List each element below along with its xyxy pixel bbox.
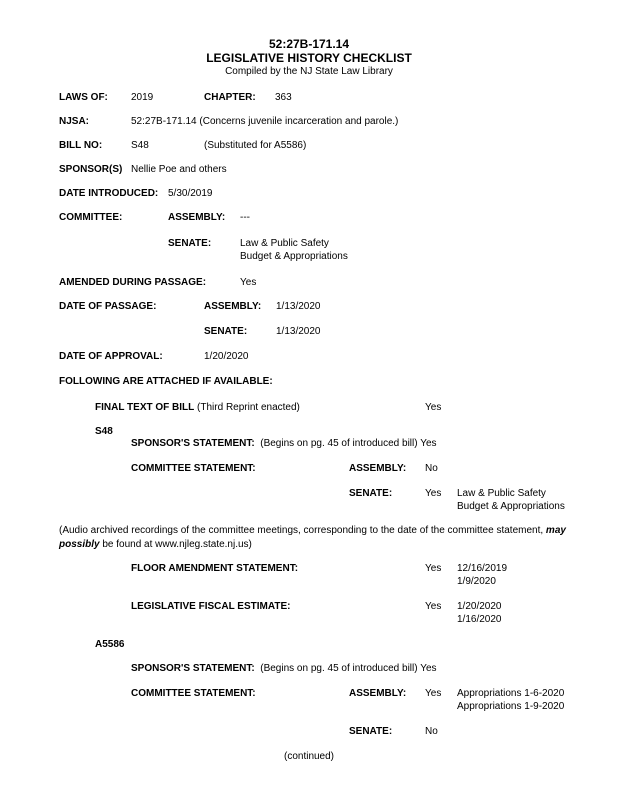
s48-senate-committee-2: Budget & Appropriations (457, 501, 565, 512)
audio-archive-note (59, 524, 579, 552)
final-text-note: (Third Reprint enacted) (197, 402, 300, 413)
s48-heading: S48 (95, 426, 113, 437)
committee-assembly-label: ASSEMBLY: (168, 212, 226, 223)
floor-amendment-date-2: 1/9/2020 (457, 576, 496, 587)
date-of-approval-label: DATE OF APPROVAL: (59, 351, 163, 362)
s48-senate-label: SENATE: (349, 488, 393, 499)
s48-sponsor-statement-value: Yes (420, 438, 437, 449)
audio-note-part2: be found at www.njleg.state.nj.us) (99, 539, 252, 550)
date-introduced-value: 5/30/2019 (168, 188, 213, 199)
fiscal-estimate-date-1: 1/20/2020 (457, 601, 502, 612)
passage-assembly-value: 1/13/2020 (276, 301, 321, 312)
committee-senate-label: SENATE: (168, 238, 212, 249)
a5586-sponsor-statement-value: Yes (420, 663, 437, 674)
a5586-assembly-committee-1: Appropriations 1-6-2020 (457, 688, 565, 699)
a5586-senate-value: No (425, 726, 438, 737)
floor-amendment-label: FLOOR AMENDMENT STATEMENT: (131, 563, 299, 574)
passage-senate-value: 1/13/2020 (276, 326, 321, 337)
committee-assembly-value: --- (240, 212, 250, 223)
sponsor-value: Nellie Poe and others (131, 164, 227, 175)
s48-senate-value: Yes (425, 488, 442, 499)
final-text-label: FINAL TEXT OF BILL (95, 402, 195, 413)
fiscal-estimate-value: Yes (425, 601, 442, 612)
attachments-heading: FOLLOWING ARE ATTACHED IF AVAILABLE: (59, 376, 273, 387)
audio-note-part1: (Audio archived recordings of the committee meetings, corresponding to the date of the committee statement, (59, 525, 546, 536)
bill-no-value: S48 (131, 140, 149, 151)
s48-assembly-value: No (425, 463, 438, 474)
a5586-senate-label: SENATE: (349, 726, 393, 737)
s48-committee-statement-label: COMMITTEE STATEMENT: (131, 463, 256, 474)
a5586-sponsor-statement-row (131, 663, 437, 675)
a5586-sponsor-statement-label: SPONSOR'S STATEMENT: (131, 663, 255, 674)
page-title: LEGISLATIVE HISTORY CHECKLIST (206, 51, 412, 65)
bill-no-label: BILL NO: (59, 140, 103, 151)
chapter-label: CHAPTER: (204, 92, 256, 103)
floor-amendment-date-1: 12/16/2019 (457, 563, 508, 574)
date-of-approval-value: 1/20/2020 (204, 351, 249, 362)
statute-number: 52:27B-171.14 (268, 37, 350, 51)
s48-sponsor-statement-note: (Begins on pg. 45 of introduced bill) (260, 438, 418, 449)
committee-senate-value-2: Budget & Appropriations (240, 251, 348, 262)
a5586-assembly-committee-2: Appropriations 1-9-2020 (457, 701, 565, 712)
date-of-passage-label: DATE OF PASSAGE: (59, 301, 157, 312)
a5586-committee-statement-label: COMMITTEE STATEMENT: (131, 688, 256, 699)
amended-value: Yes (240, 277, 257, 288)
sponsor-label: SPONSOR(S) (59, 164, 123, 175)
audio-note-emphasis: may possibly (59, 525, 566, 550)
a5586-assembly-value: Yes (425, 688, 442, 699)
njsa-value: 52:27B-171.14 (Concerns juvenile incarceration and parole.) (131, 116, 399, 127)
fiscal-estimate-date-2: 1/16/2020 (457, 614, 502, 625)
compiled-by: Compiled by the NJ State Law Library (225, 66, 393, 77)
fiscal-estimate-label: LEGISLATIVE FISCAL ESTIMATE: (131, 601, 291, 612)
passage-assembly-label: ASSEMBLY: (204, 301, 262, 312)
a5586-sponsor-statement-note: (Begins on pg. 45 of introduced bill) (260, 663, 418, 674)
continued-footer: (continued) (283, 751, 335, 762)
date-introduced-label: DATE INTRODUCED: (59, 188, 159, 199)
laws-of-value: 2019 (131, 92, 154, 103)
s48-senate-committee-1: Law & Public Safety (457, 488, 546, 499)
committee-label: COMMITTEE: (59, 212, 123, 223)
chapter-value: 363 (275, 92, 292, 103)
s48-assembly-label: ASSEMBLY: (349, 463, 407, 474)
s48-sponsor-statement-label: SPONSOR'S STATEMENT: (131, 438, 255, 449)
s48-sponsor-statement-row (131, 438, 437, 450)
a5586-heading: A5586 (95, 639, 125, 650)
final-text-value: Yes (425, 402, 442, 413)
amended-label: AMENDED DURING PASSAGE: (59, 277, 207, 288)
njsa-label: NJSA: (59, 116, 90, 127)
final-text-row (95, 402, 300, 414)
committee-senate-value-1: Law & Public Safety (240, 238, 329, 249)
a5586-assembly-label: ASSEMBLY: (349, 688, 407, 699)
laws-of-label: LAWS OF: (59, 92, 108, 103)
passage-senate-label: SENATE: (204, 326, 248, 337)
floor-amendment-value: Yes (425, 563, 442, 574)
bill-substitution-note: (Substituted for A5586) (204, 140, 307, 151)
